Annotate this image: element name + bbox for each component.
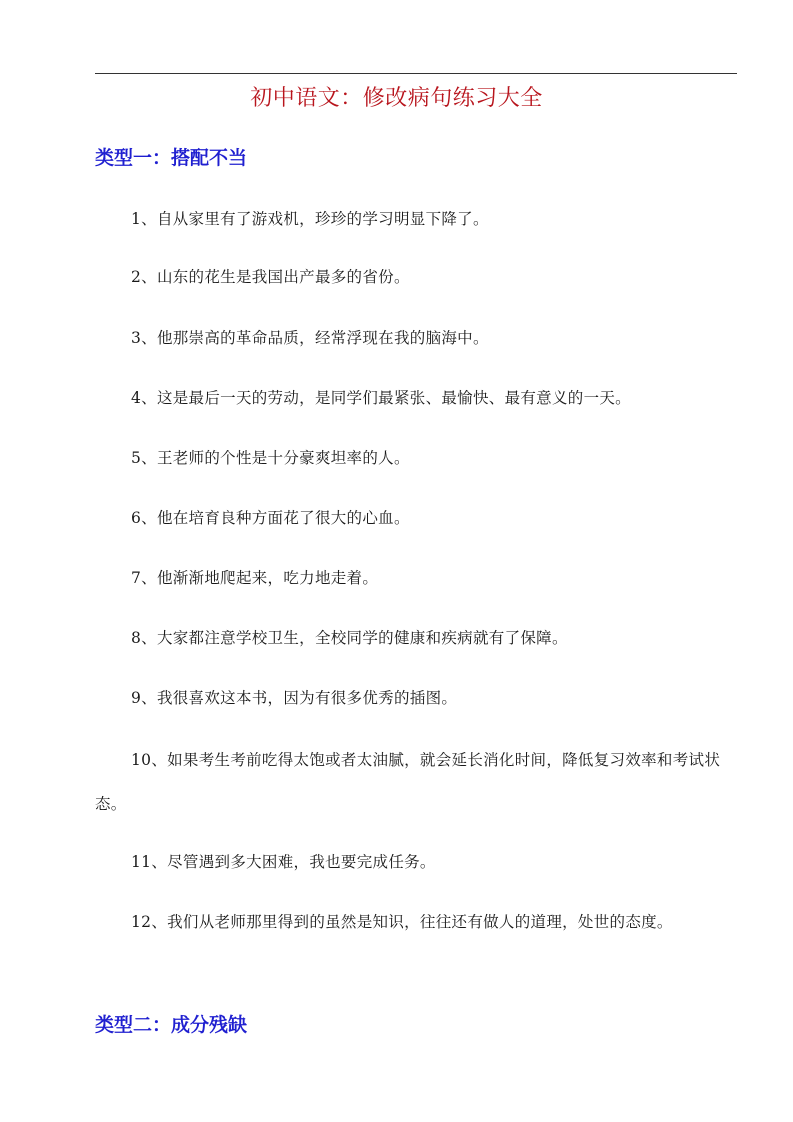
list-item: 12、我们从老师那里得到的虽然是知识，往往还有做人的道理，处世的态度。 — [131, 913, 673, 931]
list-item: 1、自从家里有了游戏机，珍珍的学习明显下降了。 — [131, 210, 489, 228]
list-item: 5、王老师的个性是十分豪爽坦率的人。 — [131, 449, 410, 467]
header-rule — [95, 73, 737, 74]
section-heading-2: 类型二：成分残缺 — [95, 1014, 248, 1036]
list-item: 10、如果考生考前吃得太饱或者太油腻，就会延长消化时间，降低复习效率和考试状态。 — [95, 751, 721, 813]
list-item: 6、他在培育良种方面花了很大的心血。 — [131, 509, 410, 527]
list-item: 4、这是最后一天的劳动，是同学们最紧张、最愉快、最有意义的一天。 — [131, 389, 631, 407]
list-item: 11、尽管遇到多大困难，我也要完成任务。 — [131, 853, 436, 871]
document-title: 初中语文：修改病句练习大全 — [250, 86, 543, 111]
list-item: 8、大家都注意学校卫生，全校同学的健康和疾病就有了保障。 — [131, 629, 568, 647]
list-item: 3、他那崇高的革命品质，经常浮现在我的脑海中。 — [131, 329, 489, 347]
list-item: 2、山东的花生是我国出产最多的省份。 — [131, 268, 410, 286]
list-item: 9、我很喜欢这本书，因为有很多优秀的插图。 — [131, 689, 458, 707]
section-heading-1: 类型一：搭配不当 — [95, 147, 248, 169]
list-item: 7、他渐渐地爬起来，吃力地走着。 — [131, 569, 379, 587]
